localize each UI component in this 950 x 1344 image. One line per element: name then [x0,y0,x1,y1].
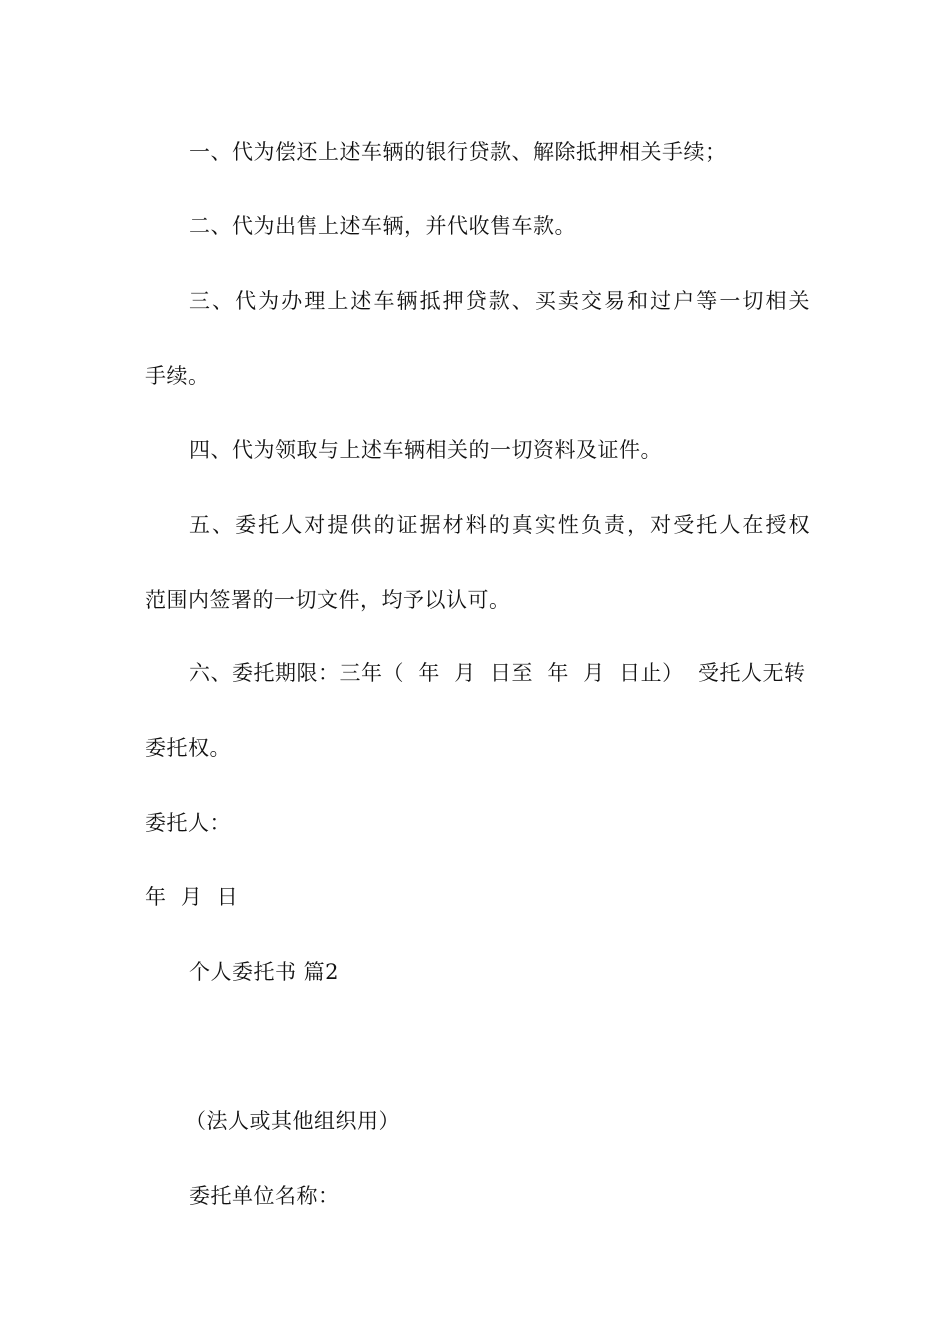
clause-6-line-1: 六、委托期限：三年（ 年 月 日至 年 月 日止） 受托人无转 [189,661,806,685]
clause-2: 二、代为出售上述车辆，并代收售车款。 [189,214,576,238]
section-2-title: 个人委托书 篇2 [189,960,340,984]
clause-1: 一、代为偿还上述车辆的银行贷款、解除抵押相关手续； [189,140,727,164]
clause-3-line-2: 手续。 [145,364,210,388]
clause-6-line-2: 委托权。 [145,736,231,760]
section-2-subtitle: （法人或其他组织用） [185,1109,400,1133]
unit-name-label: 委托单位名称： [189,1184,340,1208]
clause-3-line-1: 三、代为办理上述车辆抵押贷款、买卖交易和过户等一切相关 [189,289,810,313]
clause-5-line-2: 范围内签署的一切文件，均予以认可。 [145,588,511,612]
principal-label: 委托人： [145,811,231,835]
date-line: 年 月 日 [145,885,239,909]
clause-4: 四、代为领取与上述车辆相关的一切资料及证件。 [189,438,662,462]
clause-5-line-1: 五、委托人对提供的证据材料的真实性负责，对受托人在授权 [189,513,810,537]
